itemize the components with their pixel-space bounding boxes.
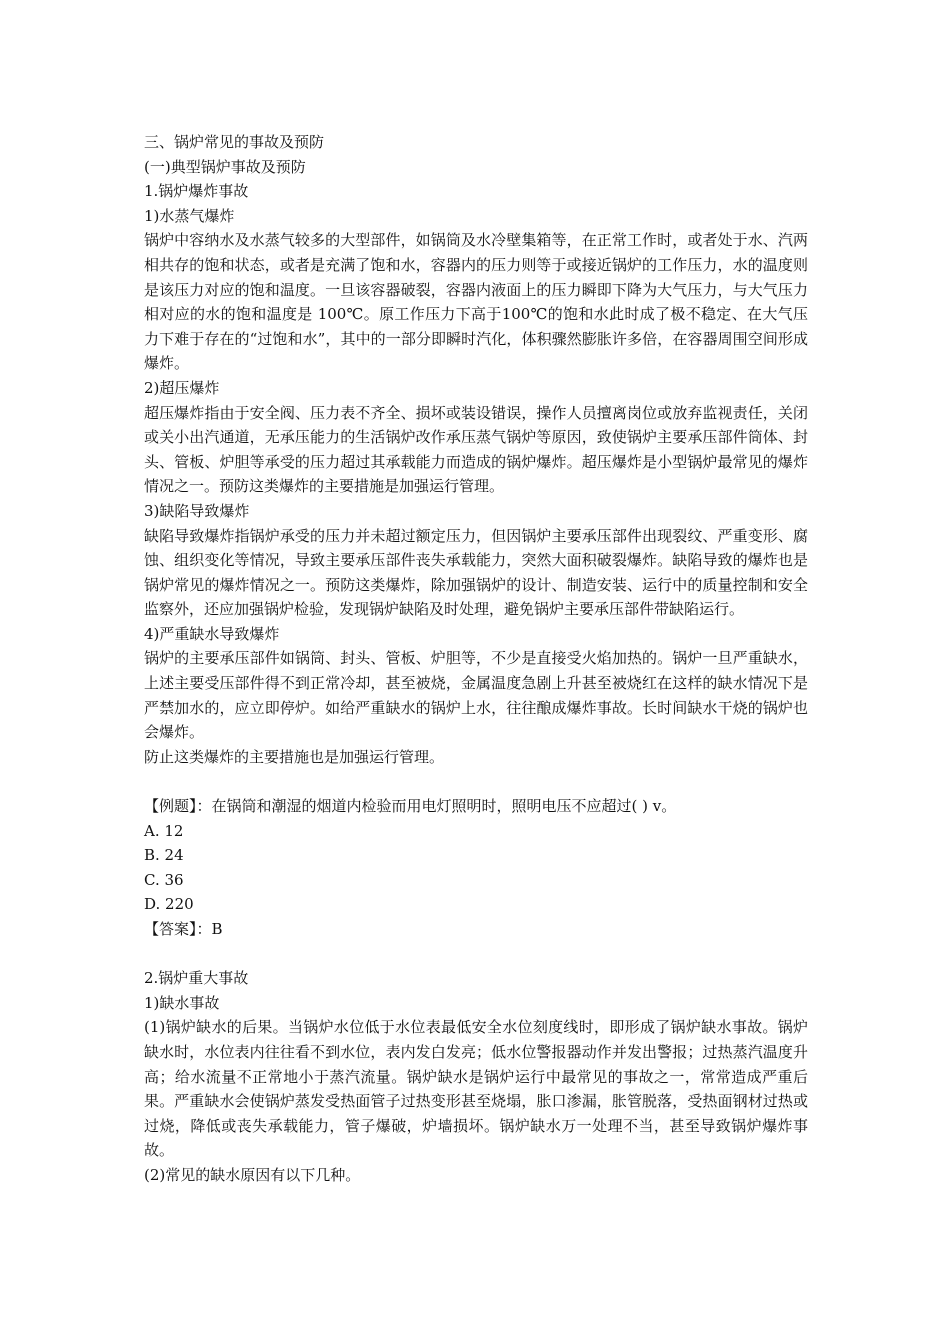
example-answer: 【答案】：B xyxy=(144,920,223,938)
item-title-defect-explosion: 3)缺陷导致爆炸 xyxy=(144,501,250,520)
sub-heading: (一)典型锅炉事故及预防 xyxy=(144,157,306,176)
item-title-overpressure-explosion: 2)超压爆炸 xyxy=(144,378,220,397)
paragraph-water-shortage-consequences: (1)锅炉缺水的后果。当锅炉水位低于水位表最低安全水位刻度线时，即形成了锅炉缺水事故。锅炉缺水时，水位表内往往看不到水位，表内发白发亮；低水位警报器动作并发出警报；过热蒸汽温度升高；给水流量不正常地小于蒸汽流量。锅炉缺水是锅炉运行中最常见的事故之一，常常造成严重后果。严重缺水会使锅炉蒸发受热面管子过热变形甚至烧塌，胀口渗漏，胀管脱落，受热面钢材过热或过烧，降低或丧失承载能力，管子爆破，炉墙损坏。锅炉缺水万一处理不当，甚至导致锅炉爆炸事故。 xyxy=(144,1018,808,1160)
example-option-c: C. 36 xyxy=(144,870,184,889)
paragraph-prevention-note: 防止这类爆炸的主要措施也是加强运行管理。 xyxy=(144,747,445,766)
example-option-d: D. 220 xyxy=(144,895,194,914)
paragraph-steam-explosion: 锅炉中容纳水及水蒸气较多的大型部件，如锅筒及水冷壁集箱等，在正常工作时，或者处于水、汽两相共存的饱和状态，或者是充满了饱和水，容器内的压力则等于或接近锅炉的工作压力，水的温度则是该压力对应的饱和温度。一旦该容器破裂，容器内液面上的压力瞬即下降为大气压力，与大气压力相对应的水的饱和温度是 100℃。原工作压力下高于100℃的饱和水此时成了极不稳定、在大气压力下难于存在的“过饱和水”，其中的一部分即瞬时汽化，体积骤然膨胀许多倍，在容器周围空间形成爆炸。 xyxy=(144,231,808,373)
section-title-boiler-explosion: 1.锅炉爆炸事故 xyxy=(144,182,249,201)
item-title-water-shortage-accident: 1)缺水事故 xyxy=(144,993,220,1012)
section-title-major-accidents: 2.锅炉重大事故 xyxy=(144,969,249,988)
example-option-a: A. 12 xyxy=(144,821,184,840)
main-heading: 三、锅炉常见的事故及预防 xyxy=(144,133,325,151)
paragraph-water-shortage-causes: (2)常见的缺水原因有以下几种。 xyxy=(144,1165,361,1184)
document-body xyxy=(144,130,808,1188)
paragraph-water-shortage-explosion: 锅炉的主要承压部件如锅筒、封头、管板、炉胆等，不少是直接受火焰加热的。锅炉一旦严重缺水，上述主要受压部件得不到正常冷却，甚至被烧，金属温度急剧上升甚至被烧红在这样的缺水情况下是严禁加水的，应立即停炉。如给严重缺水的锅炉上水，往往酿成爆炸事故。长时间缺水干烧的锅炉也会爆炸。 xyxy=(144,649,808,742)
example-question: 【例题】：在锅筒和潮湿的烟道内检验而用电灯照明时，照明电压不应超过( ) v。 xyxy=(144,797,677,816)
example-option-b: B. 24 xyxy=(144,846,184,865)
paragraph-defect-explosion: 缺陷导致爆炸指锅炉承受的压力并未超过额定压力，但因锅炉主要承压部件出现裂纹、严重变形、腐蚀、组织变化等情况，导致主要承压部件丧失承载能力，突然大面积破裂爆炸。缺陷导致的爆炸也是锅炉常见的爆炸情况之一。预防这类爆炸，除加强锅炉的设计、制造安装、运行中的质量控制和安全监察外，还应加强锅炉检验，发现锅炉缺陷及时处理，避免锅炉主要承压部件带缺陷运行。 xyxy=(144,526,808,619)
item-title-water-shortage-explosion: 4)严重缺水导致爆炸 xyxy=(144,624,280,643)
item-title-steam-explosion: 1)水蒸气爆炸 xyxy=(144,206,235,225)
spacer xyxy=(144,942,808,967)
spacer xyxy=(144,769,808,794)
paragraph-overpressure-explosion: 超压爆炸指由于安全阀、压力表不齐全、损坏或装设错误，操作人员擅离岗位或放弃监视责任，关闭或关小出汽通道，无承压能力的生活锅炉改作承压蒸气锅炉等原因，致使锅炉主要承压部件筒体、封头、管板、炉胆等承受的压力超过其承载能力而造成的锅炉爆炸。超压爆炸是小型锅炉最常见的爆炸情况之一。预防这类爆炸的主要措施是加强运行管理。 xyxy=(144,403,808,496)
